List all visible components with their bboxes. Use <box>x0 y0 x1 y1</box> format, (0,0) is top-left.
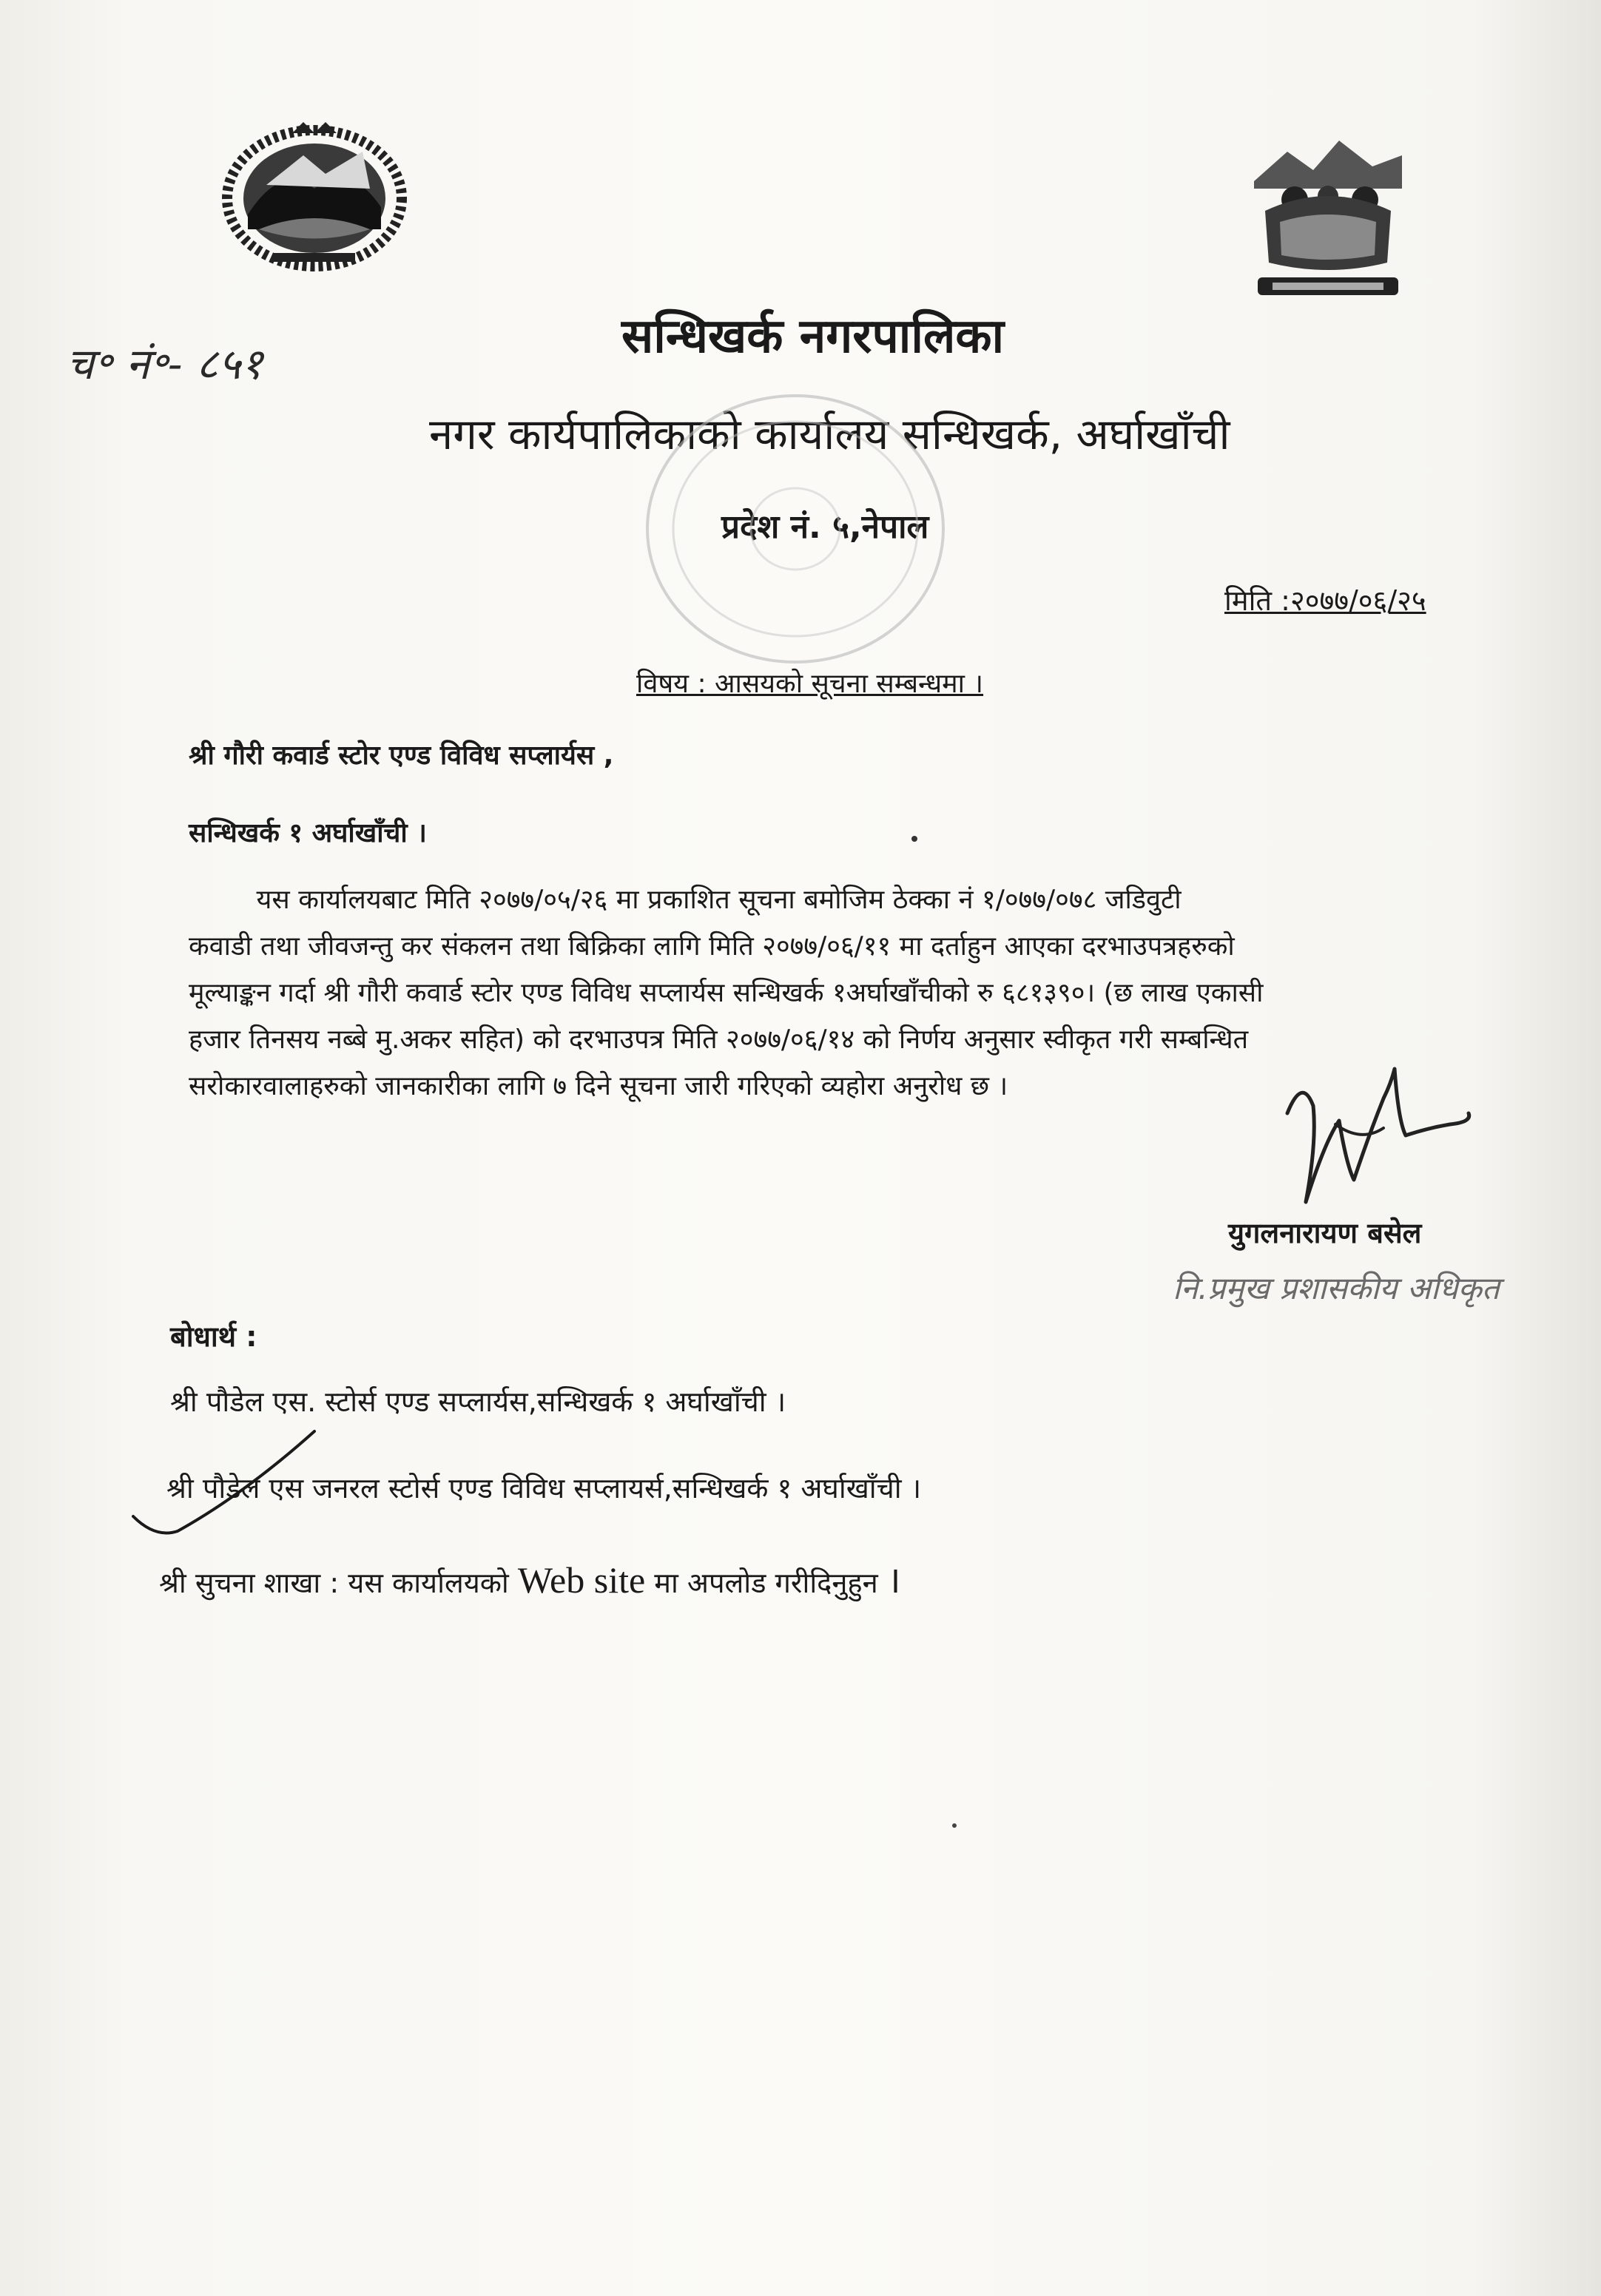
body-line: यस कार्यालयबाट मिति २०७७/०५/२६ मा प्रकाशित सूचना बमोजिम ठेक्का नं १/०७७/०७८ जडिवुटी <box>189 885 1182 915</box>
body-line: मूल्याङ्कन गर्दा श्री गौरी कवार्ड स्टोर एण्ड विविध सप्लार्यस सन्धिखर्क १अर्घाखाँचीको रु ६८१३९०। (छ लाख एकासी <box>189 978 1264 1008</box>
letter-date: मिति :२०७७/०६/२५ <box>1224 584 1426 617</box>
addressee-name: श्री गौरी कवार्ड स्टोर एण्ड विविध सप्लार्यस , <box>189 740 614 771</box>
ink-speck <box>911 836 917 842</box>
cc-heading: बोधार्थ : <box>170 1320 257 1353</box>
signer-name: युगलनारायण बसेल <box>1228 1217 1422 1249</box>
cc-recipient-2: श्री पौडेल एस जनरल स्टोर्स एण्ड विविध सप्लायर्स,सन्धिखर्क १ अर्घाखाँची । <box>166 1472 922 1505</box>
cc3-suffix: मा अपलोड गरीदिनुहुन <box>645 1567 887 1599</box>
government-emblem-icon <box>215 118 414 274</box>
body-line: कवाडी तथा जीवजन्तु कर संकलन तथा बिक्रिका लागि मिति २०७७/०६/११ मा दर्ताहुन आएका दरभाउपत्रहरुको <box>189 931 1235 962</box>
cc3-danda: । <box>886 1559 901 1601</box>
cc3-website: Web site <box>517 1559 646 1601</box>
body-line: हजार तिनसय नब्बे मु.अकर सहित) को दरभाउपत्र मिति २०७७/०६/१४ को निर्णय अनुसार स्वीकृत गरी सम्बन्धित <box>189 1024 1249 1055</box>
municipality-name: सन्धिखर्क नगरपालिका <box>621 309 1005 364</box>
addressee-location: सन्धिखर्क १ अर्घाखाँची । <box>189 818 427 848</box>
cc-recipient-1: श्री पौडेल एस. स्टोर्स एण्ड सप्लार्यस,सन्धिखर्क १ अर्घाखाँची । <box>170 1385 786 1418</box>
cc-recipient-3 <box>159 1553 901 1604</box>
province-line: प्रदेश नं. ५,नेपाल <box>721 508 929 546</box>
ink-speck <box>952 1823 957 1828</box>
signer-title-stamp: नि.प्रमुख प्रशासकीय अधिकृत <box>1173 1270 1500 1306</box>
body-line: सरोकारवालाहरुको जानकारीका लागि ७ दिने सूचना जारी गरिएको व्यहोरा अनुरोध छ । <box>189 1071 1008 1101</box>
pen-strike-mark <box>126 1428 333 1546</box>
municipality-logo-icon <box>1243 137 1413 303</box>
handwritten-signature <box>1273 1054 1480 1217</box>
letter-subject: विषय : आसयको सूचना सम्बन्धमा । <box>636 669 984 699</box>
office-stamp <box>636 385 954 673</box>
office-name: नगर कार्यपालिकाको कार्यालय सन्धिखर्क, अर्घाखाँची <box>429 409 1230 459</box>
cc3-prefix: श्री सुचना शाखा : यस कार्यालयको <box>159 1567 518 1599</box>
handwritten-reference-number: च॰ नं॰- ८५१ <box>67 339 263 389</box>
